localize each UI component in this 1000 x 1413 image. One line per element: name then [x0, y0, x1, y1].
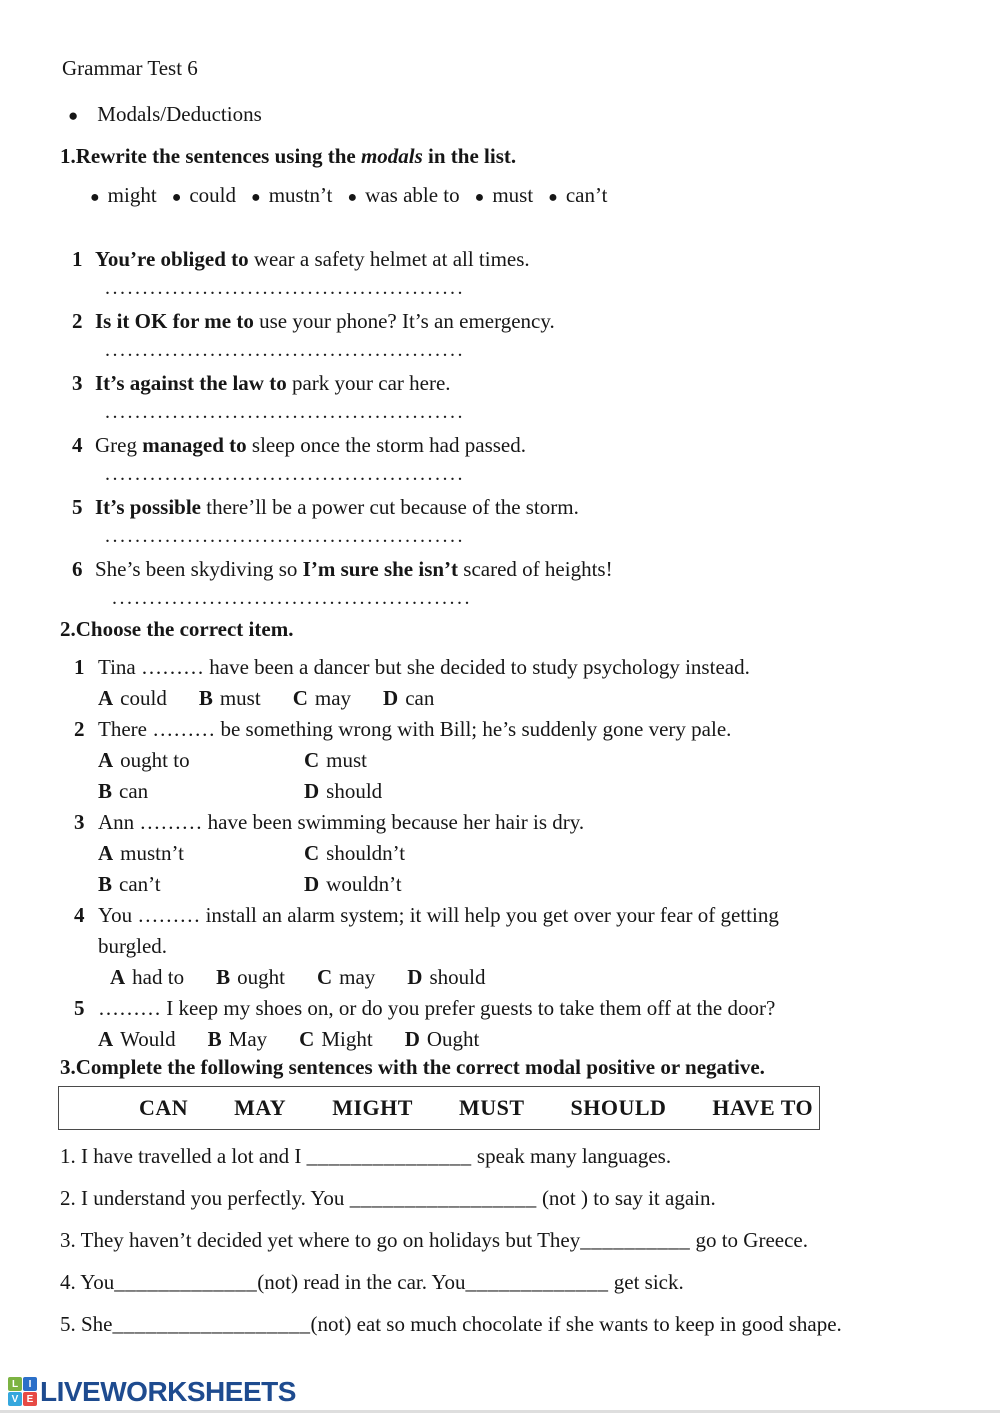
choose-sentence-line	[60, 900, 948, 931]
modal-word	[90, 183, 157, 208]
rewrite-item	[60, 555, 948, 607]
option-c[interactable]	[317, 962, 375, 993]
rewrite-sentence-line	[60, 245, 948, 273]
word-bank-word: MAY	[234, 1095, 287, 1120]
option-a[interactable]	[98, 745, 304, 776]
item-number: 4	[74, 903, 85, 927]
modal-word-label: might	[107, 183, 157, 207]
sentence-segment: Is it OK for me to	[95, 309, 260, 333]
option-text: Might	[321, 1027, 373, 1051]
option-letter: B	[98, 779, 113, 803]
fill-sentence	[60, 1268, 948, 1296]
choose-sentence-line	[60, 714, 948, 745]
option-letter: D	[407, 965, 423, 989]
item-number: 1	[72, 247, 83, 271]
bullet-icon: ●	[68, 106, 79, 125]
choose-items	[60, 652, 948, 1055]
option-text: had to	[132, 965, 185, 989]
answer-line[interactable]: ................................................	[105, 277, 465, 299]
section3-heading: 3.Complete the following sentences with the correct modal positive or negative.	[60, 1055, 765, 1079]
rewrite-sentence-line	[60, 555, 948, 583]
option-text: must	[219, 686, 261, 710]
modal-word-list	[90, 183, 948, 208]
fill-sentence	[60, 1142, 948, 1170]
option-d[interactable]	[304, 776, 948, 807]
sentence-segment: Greg	[95, 433, 143, 457]
fill-items	[60, 1142, 948, 1338]
fill-text: (not) eat so much chocolate if she wants to keep in good shape.	[310, 1312, 842, 1336]
fill-text: (not ) to say it again.	[536, 1186, 716, 1210]
option-letter: C	[304, 748, 320, 772]
page-title: Grammar Test 6	[62, 56, 198, 80]
option-b[interactable]	[98, 776, 304, 807]
option-b[interactable]	[98, 869, 304, 900]
option-letter: D	[404, 1027, 420, 1051]
option-d[interactable]	[304, 869, 948, 900]
word-bank-word: CAN	[139, 1095, 189, 1120]
topic-bullet-line	[68, 102, 948, 127]
option-text: Ought	[426, 1027, 480, 1051]
logo-text: LIVEWORKSHEETS	[40, 1375, 296, 1407]
sentence-segment: use your phone? It’s an emergency.	[259, 309, 555, 333]
sentence-segment: It’s against the law to	[95, 371, 292, 395]
fill-text: speak many languages.	[471, 1144, 672, 1168]
rewrite-item	[60, 307, 948, 359]
bullet-icon: ●	[548, 189, 558, 206]
option-b[interactable]	[208, 1024, 268, 1055]
modal-word	[251, 183, 332, 208]
option-text: may	[339, 965, 376, 989]
section2-heading: 2.Choose the correct item.	[60, 617, 294, 641]
fill-sentence	[60, 1310, 948, 1338]
sentence-segment: there’ll be a power cut because of the storm.	[206, 495, 579, 519]
option-letter: B	[198, 686, 213, 710]
option-letter: A	[98, 748, 114, 772]
option-letter: B	[207, 1027, 222, 1051]
option-text: Would	[120, 1027, 176, 1051]
fill-text: 4. You	[60, 1270, 115, 1294]
modal-word-label: was able to	[365, 183, 460, 207]
rewrite-items	[60, 245, 948, 607]
option-letter: B	[216, 965, 231, 989]
logo-tile-i: I	[23, 1377, 37, 1391]
fill-blank[interactable]: __________	[580, 1228, 691, 1252]
sentence-segment: You’re obliged to	[95, 247, 254, 271]
rewrite-item	[60, 431, 948, 483]
choose-sentence: Tina ……… have been a dancer but she decided to study psychology instead.	[98, 655, 750, 679]
sentence-segment: I’m sure she isn’t	[302, 557, 464, 581]
fill-blank[interactable]: _______________	[306, 1144, 472, 1168]
fill-blank[interactable]: _____________	[114, 1270, 258, 1294]
rewrite-sentence	[95, 307, 555, 335]
option-text: can	[119, 779, 149, 803]
choose-sentence-line	[60, 993, 948, 1024]
choose-item	[60, 807, 948, 900]
choose-sentence-line	[60, 807, 948, 838]
fill-blank[interactable]: _________________	[349, 1186, 537, 1210]
sentence-segment: scared of heights!	[463, 557, 613, 581]
modal-word-label: mustn’t	[268, 183, 333, 207]
option-letter: C	[304, 841, 320, 865]
option-letter: A	[98, 841, 114, 865]
logo-tile-v: V	[8, 1392, 22, 1406]
word-bank-word: SHOULD	[570, 1095, 667, 1120]
item-number: 1	[74, 655, 85, 679]
rewrite-sentence	[95, 245, 530, 273]
bullet-icon: ●	[251, 189, 261, 206]
logo-tiles-icon	[8, 1377, 37, 1406]
options-inline	[60, 1024, 948, 1055]
fill-text: get sick.	[608, 1270, 684, 1294]
word-bank-box	[58, 1086, 820, 1130]
item-number: 2	[72, 309, 83, 333]
answer-line[interactable]: ................................................	[105, 525, 465, 547]
options-grid	[60, 838, 948, 900]
rewrite-sentence	[95, 369, 451, 397]
fill-text: (not) read in the car. You	[257, 1270, 466, 1294]
option-text: should	[429, 965, 486, 989]
options-inline	[60, 962, 948, 993]
option-c[interactable]	[304, 745, 948, 776]
rewrite-sentence-line	[60, 431, 948, 459]
item-number: 6	[72, 557, 83, 581]
choose-item	[60, 993, 948, 1055]
option-text: ought to	[120, 748, 190, 772]
choose-sentence: You ……… install an alarm system; it will help you get over your fear of getting	[98, 903, 779, 927]
option-letter: C	[316, 965, 333, 989]
sentence-segment: park your car here.	[291, 371, 451, 395]
rewrite-item	[60, 245, 948, 297]
option-a[interactable]	[110, 962, 184, 993]
option-letter: D	[383, 686, 399, 710]
fill-text: 2. I understand you perfectly. You	[60, 1186, 350, 1210]
choose-sentence: Ann ……… have been swimming because her hair is dry.	[98, 810, 585, 834]
answer-line[interactable]: ................................................	[112, 587, 472, 609]
choose-sentence: ……… I keep my shoes on, or do you prefer guests to take them off at the door?	[98, 996, 776, 1020]
option-text: May	[228, 1027, 268, 1051]
modal-word	[172, 183, 236, 208]
rewrite-sentence-line	[60, 493, 948, 521]
option-letter: D	[304, 779, 320, 803]
modal-word-label: can’t	[565, 183, 608, 207]
option-d[interactable]	[383, 683, 434, 714]
option-text: may	[314, 686, 352, 710]
modal-word	[347, 183, 459, 208]
modal-word	[548, 183, 607, 208]
fill-blank[interactable]: __________________	[112, 1312, 311, 1336]
option-text: can	[405, 686, 435, 710]
sentence-segment: She’s been skydiving so	[95, 557, 303, 581]
fill-sentence	[60, 1226, 948, 1254]
modal-word-label: must	[492, 183, 534, 207]
fill-text: 5. She	[60, 1312, 113, 1336]
option-a[interactable]	[98, 838, 304, 869]
options-grid	[60, 745, 948, 807]
item-number: 5	[72, 495, 83, 519]
modal-word-label: could	[189, 183, 237, 207]
option-c[interactable]	[293, 683, 351, 714]
option-letter: C	[292, 686, 308, 710]
answer-line[interactable]: ................................................	[105, 401, 465, 423]
choose-item	[60, 714, 948, 807]
option-text: mustn’t	[120, 841, 184, 865]
bullet-icon: ●	[347, 189, 358, 206]
item-number: 5	[74, 996, 85, 1020]
logo-tile-l: L	[8, 1377, 22, 1391]
option-text: must	[326, 748, 368, 772]
options-inline	[60, 683, 948, 714]
sentence-segment: managed to	[142, 433, 252, 457]
choose-sentence-continuation: burgled.	[98, 934, 168, 958]
rewrite-sentence	[95, 493, 579, 521]
word-bank-word: HAVE TO	[712, 1095, 814, 1120]
sentence-segment: It’s possible	[95, 495, 207, 519]
option-d[interactable]	[405, 1024, 480, 1055]
topic-label: Modals/Deductions	[97, 102, 262, 126]
option-text: could	[120, 686, 167, 710]
bullet-icon: ●	[474, 189, 485, 206]
sentence-segment: sleep once the storm had passed.	[251, 433, 526, 457]
option-letter: C	[299, 1027, 315, 1051]
bullet-icon: ●	[171, 189, 182, 206]
option-letter: A	[110, 965, 126, 989]
word-bank-word: MUST	[458, 1095, 525, 1120]
choose-sentence-line	[60, 652, 948, 683]
fill-text: 3. They haven’t decided yet where to go on holidays but They	[60, 1228, 581, 1252]
option-letter: A	[98, 686, 114, 710]
rewrite-sentence-line	[60, 307, 948, 335]
sentence-segment: wear a safety helmet at all times.	[253, 247, 530, 271]
option-letter: B	[98, 872, 113, 896]
item-number: 4	[72, 433, 83, 457]
rewrite-sentence	[95, 555, 613, 583]
item-number: 2	[74, 717, 85, 741]
rewrite-item	[60, 369, 948, 421]
bullet-icon: ●	[90, 189, 100, 206]
answer-line[interactable]: ................................................	[105, 463, 465, 485]
option-text: shouldn’t	[326, 841, 406, 865]
option-a[interactable]	[98, 1024, 176, 1055]
section1-heading: 1.Rewrite the sentences using the modals in the list.	[60, 144, 517, 168]
rewrite-sentence	[95, 431, 526, 459]
fill-text: go to Greece.	[690, 1228, 808, 1252]
choose-sentence: There ……… be something wrong with Bill; he’s suddenly gone very pale.	[98, 717, 732, 741]
option-letter: D	[304, 872, 320, 896]
option-text: wouldn’t	[326, 872, 402, 896]
word-bank-word: MIGHT	[332, 1095, 413, 1120]
option-d[interactable]	[407, 962, 485, 993]
modal-word	[475, 183, 534, 208]
option-letter: A	[98, 1027, 114, 1051]
item-number: 3	[72, 371, 83, 395]
option-text: can’t	[119, 872, 161, 896]
item-number: 3	[74, 810, 85, 834]
option-text: should	[326, 779, 383, 803]
option-c[interactable]	[304, 838, 948, 869]
answer-line[interactable]: ................................................	[105, 339, 465, 361]
choose-item	[60, 652, 948, 714]
option-b[interactable]	[216, 962, 285, 993]
option-c[interactable]	[299, 1024, 373, 1055]
choose-item	[60, 900, 948, 993]
rewrite-sentence-line	[60, 369, 948, 397]
option-b[interactable]	[199, 683, 261, 714]
logo-tile-e: E	[23, 1392, 37, 1406]
liveworksheets-logo[interactable]	[8, 1377, 296, 1406]
fill-sentence	[60, 1184, 948, 1212]
option-a[interactable]	[98, 683, 167, 714]
option-text: ought	[237, 965, 285, 989]
fill-text: 1. I have travelled a lot and I	[60, 1144, 307, 1168]
rewrite-item	[60, 493, 948, 545]
fill-blank[interactable]: _____________	[465, 1270, 609, 1294]
